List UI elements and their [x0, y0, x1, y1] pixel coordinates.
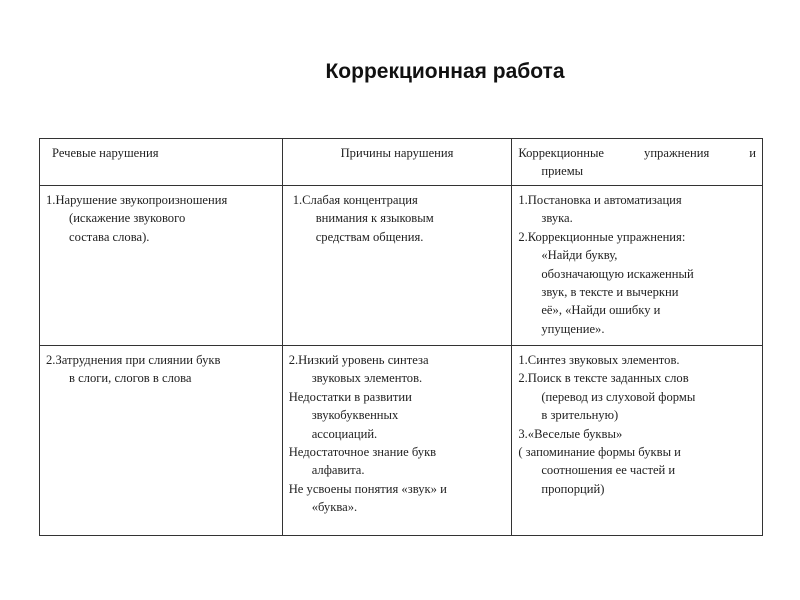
text-line: звукобуквенных [311, 408, 399, 423]
text-line: 1.Постановка и автоматизация [518, 193, 682, 207]
text-line: ассоциаций. [311, 426, 378, 441]
header-speech-disorders [40, 139, 283, 186]
text-line: в слоги, слогов в слова [69, 371, 192, 386]
cell-paragraph [518, 228, 756, 338]
header-text: приемы [541, 164, 584, 179]
table-row [40, 186, 763, 346]
text-line: пропорций) [541, 481, 605, 496]
text-line: «Найди букву, [541, 248, 618, 263]
cell-paragraph [518, 191, 756, 228]
text-line: Недостатки в развитии [288, 389, 412, 404]
text-line: ( запоминание формы буквы и [518, 445, 681, 460]
header-exercises [512, 139, 763, 186]
text-line: средствам общения. [315, 229, 424, 244]
text-line: 2.Затруднения при слиянии букв [46, 353, 221, 367]
header-text: Речевые нарушения [52, 146, 159, 160]
cell-paragraph [518, 351, 756, 369]
cell-paragraph [293, 191, 506, 246]
page-title: Коррекционная работа [325, 60, 565, 83]
text-line: 2.Коррекционные упражнения: [518, 229, 686, 244]
text-line: «буква». [311, 500, 358, 515]
text-line: состава слова). [69, 229, 150, 244]
text-line: звуковых элементов. [311, 371, 423, 386]
text-line: её», «Найди ошибку и [541, 303, 661, 318]
text-line: 1.Нарушение звукопроизношения [46, 193, 228, 207]
cell [282, 346, 512, 536]
text-line: соотношения ее частей и [541, 463, 676, 478]
text-line: 1.Синтез звуковых элементов. [518, 353, 680, 367]
text-line: 2.Поиск в тексте заданных слов [518, 371, 689, 386]
cell [282, 186, 512, 346]
text-line: 3.«Веселые буквы» [518, 426, 623, 441]
text-line: Не усвоены понятия «звук» и [288, 481, 447, 496]
cell-paragraph [289, 388, 506, 443]
text-line: упущение». [541, 321, 605, 336]
cell-paragraph [289, 351, 506, 388]
text-line: внимания к языковым [315, 211, 434, 226]
correction-table [39, 138, 763, 536]
cell-paragraph [518, 425, 756, 443]
text-line: 1.Слабая концентрация [292, 193, 418, 207]
cell [40, 186, 283, 346]
table-header-row [40, 139, 763, 186]
text-line: (перевод из слуховой формы [541, 389, 696, 404]
cell [512, 186, 763, 346]
cell [40, 346, 283, 536]
cell-paragraph [289, 443, 506, 480]
header-text: Коррекционные упражнения и [518, 146, 756, 160]
text-line: 2.Низкий уровень синтеза [288, 353, 429, 367]
cell-paragraph [518, 369, 756, 424]
table-row [40, 346, 763, 536]
text-line: (искажение звукового [69, 211, 186, 226]
text-line: звука. [541, 211, 573, 226]
header-text: Причины нарушения [340, 146, 454, 160]
cell [512, 346, 763, 536]
text-line: Недостаточное знание букв [288, 445, 437, 460]
cell-paragraph [46, 191, 276, 246]
header-causes [282, 139, 512, 186]
text-line: звук, в тексте и вычеркни [541, 285, 679, 300]
text-line: обозначающую искаженный [541, 266, 694, 281]
cell-paragraph [46, 351, 276, 388]
text-line: в зрительную) [541, 408, 619, 423]
cell-paragraph [518, 443, 756, 498]
text-line: алфавита. [311, 463, 365, 478]
cell-paragraph [289, 480, 506, 517]
